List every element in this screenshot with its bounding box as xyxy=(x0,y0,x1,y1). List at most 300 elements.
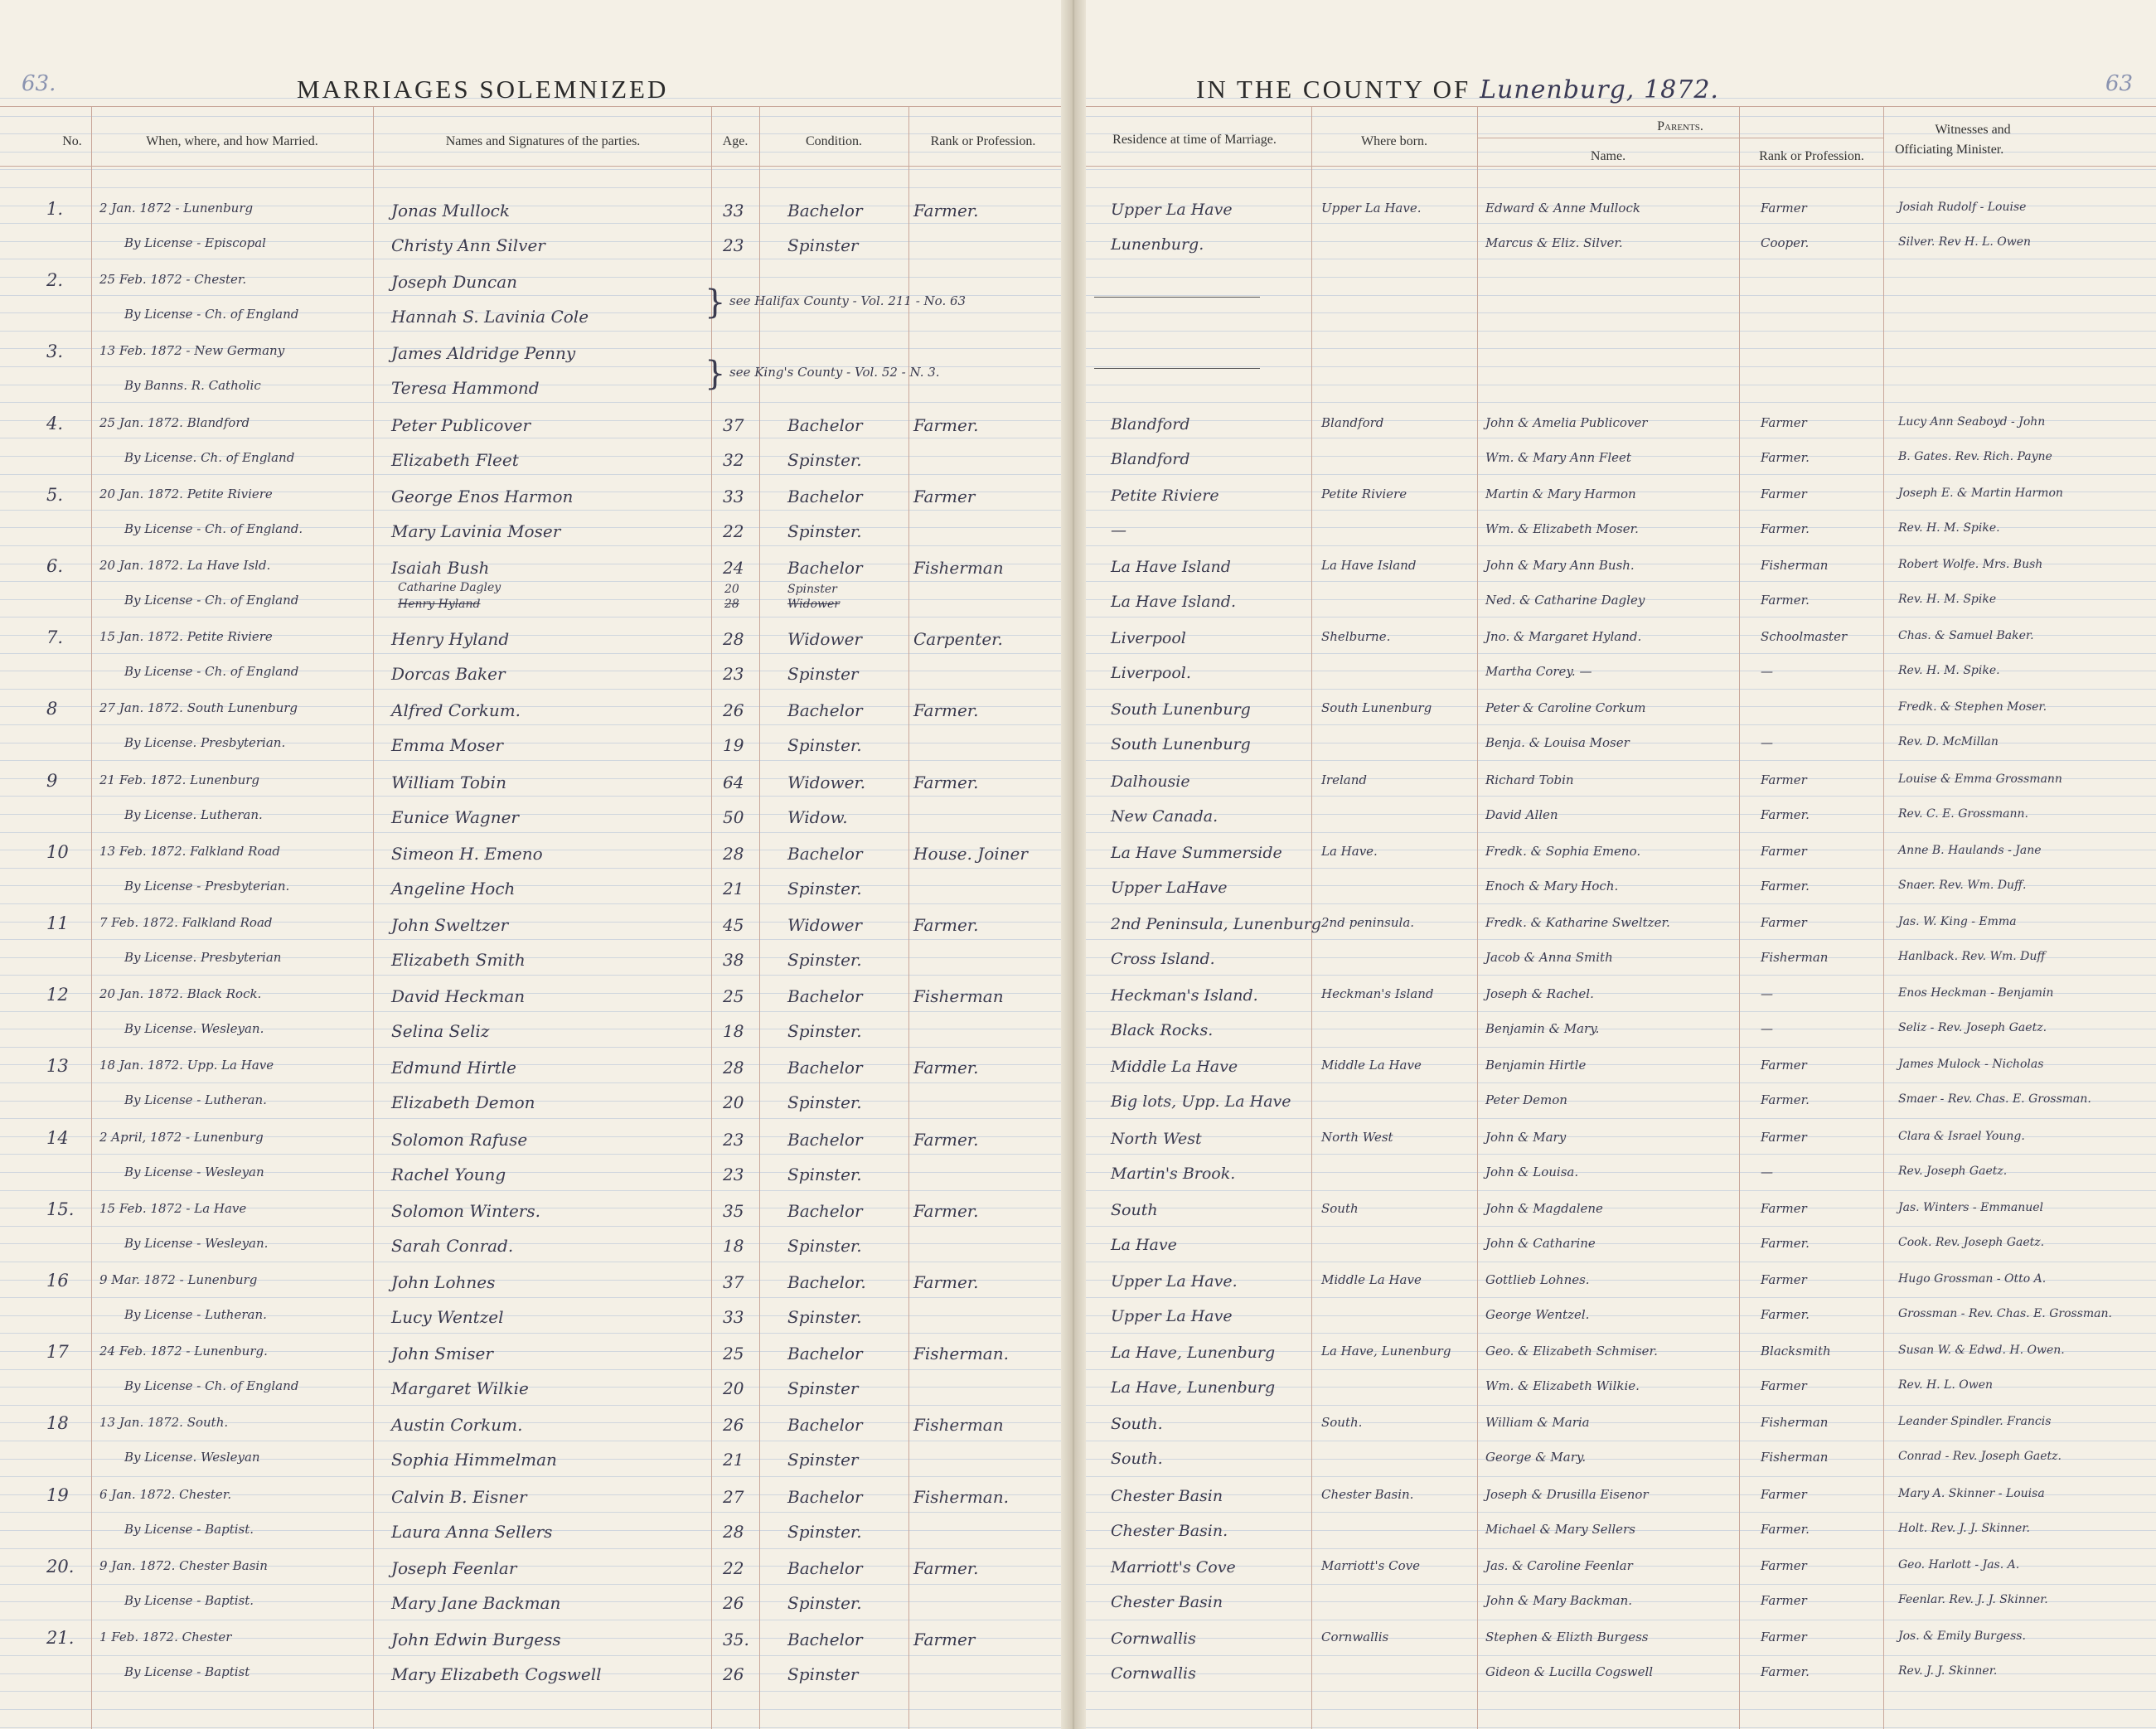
license-church: By License. Lutheran. xyxy=(124,807,263,822)
groom-age: 64 xyxy=(723,772,744,792)
bride-name: Sophia Himmelman xyxy=(391,1450,557,1470)
bride-name: Mary Jane Backman xyxy=(391,1593,561,1613)
rank-profession: Fisherman. xyxy=(913,1344,1009,1363)
where-born: Middle La Have xyxy=(1321,1058,1422,1073)
left-page-title: MARRIAGES SOLEMNIZED xyxy=(297,75,669,104)
bride-condition: Spinster xyxy=(787,1378,859,1398)
right-page xyxy=(1078,0,2156,1729)
where-born: Shelburne. xyxy=(1321,629,1391,644)
residence-bride: Black Rocks. xyxy=(1111,1021,1214,1039)
bride-age: 21 xyxy=(723,1450,744,1470)
parents-bride: John & Louisa. xyxy=(1485,1165,1579,1179)
groom-condition: Widower xyxy=(787,629,862,649)
ruled-line xyxy=(1078,868,2156,869)
groom-name: Solomon Winters. xyxy=(391,1201,540,1221)
when-where-married: 1 Feb. 1872. Chester xyxy=(99,1630,232,1644)
groom-condition: Bachelor xyxy=(787,844,863,864)
license-church: By License - Ch. of England xyxy=(124,593,299,608)
groom-condition: Bachelor xyxy=(787,700,863,720)
residence-bride: South Lunenburg xyxy=(1111,735,1251,753)
witnesses: Jos. & Emily Burgess. xyxy=(1898,1630,2026,1643)
residence-groom: Heckman's Island. xyxy=(1111,986,1258,1005)
where-born: Upper La Have. xyxy=(1321,201,1422,216)
rank-profession: Farmer xyxy=(913,487,976,506)
where-born: La Have. xyxy=(1321,844,1378,859)
bride-condition: Spinster. xyxy=(787,1165,862,1184)
license-church: By License - Lutheran. xyxy=(124,1092,267,1107)
rank-profession: Farmer. xyxy=(913,1272,979,1292)
groom-condition: Bachelor xyxy=(787,986,863,1006)
groom-name: Joseph Duncan xyxy=(391,272,518,292)
witnesses: Anne B. Haulands - Jane xyxy=(1898,844,2042,857)
bride-condition: Spinster. xyxy=(787,735,862,755)
when-where-married: 9 Jan. 1872. Chester Basin xyxy=(99,1558,268,1573)
license-church: By License. Wesleyan. xyxy=(124,1021,264,1036)
record-number: 14 xyxy=(46,1128,69,1148)
bride-name: Selina Seliz xyxy=(391,1021,490,1041)
header-where-born: Where born. xyxy=(1361,134,1427,148)
where-born: Chester Basin. xyxy=(1321,1487,1414,1502)
parents-bride: John & Mary Backman. xyxy=(1485,1593,1633,1608)
parents-groom: Jas. & Caroline Feenlar xyxy=(1485,1558,1633,1573)
rank-profession: Fisherman. xyxy=(913,1487,1009,1507)
license-church: By License - Ch. of England xyxy=(124,1378,299,1393)
groom-age: 28 xyxy=(723,844,744,864)
residence-groom: Chester Basin xyxy=(1111,1487,1223,1505)
residence-bride: Upper La Have xyxy=(1111,1307,1233,1325)
groom-name: Simeon H. Emeno xyxy=(391,844,543,864)
ruled-line xyxy=(1078,903,2156,904)
license-church: By License - Ch. of England. xyxy=(124,521,303,536)
parents-groom: Martin & Mary Harmon xyxy=(1485,487,1636,501)
rank-profession: Fisherman xyxy=(913,558,1004,578)
when-where-married: 2 Jan. 1872 - Lunenburg xyxy=(99,201,254,216)
license-church: By License - Baptist. xyxy=(124,1593,254,1608)
bride-age: 18 xyxy=(723,1021,744,1041)
record-number: 17 xyxy=(46,1342,69,1362)
header-parents-name: Name. xyxy=(1590,149,1626,163)
header-witnesses-2: Officiating Minister. xyxy=(1895,143,2004,157)
groom-name: Solomon Rafuse xyxy=(391,1130,528,1150)
bride-age: 23 xyxy=(723,664,744,684)
parents-rank-bride: Farmer. xyxy=(1761,521,1810,536)
ruled-line xyxy=(1078,510,2156,511)
witnesses: Fredk. & Stephen Moser. xyxy=(1898,700,2047,714)
parents-rank-groom: Farmer xyxy=(1761,1201,1807,1216)
residence-groom: Cornwallis xyxy=(1111,1630,1196,1648)
witnesses: Clara & Israel Young. xyxy=(1898,1130,2025,1143)
when-where-married: 20 Jan. 1872. Black Rock. xyxy=(99,986,262,1001)
residence-bride: Cross Island. xyxy=(1111,950,1215,968)
license-church: By License. Presbyterian xyxy=(124,950,282,965)
residence-bride: Upper LaHave xyxy=(1111,879,1228,897)
parents-rank-groom: Farmer xyxy=(1761,415,1807,430)
ruled-line xyxy=(1078,653,2156,654)
header-bottom-rule xyxy=(1078,166,2156,167)
rank-profession: Farmer. xyxy=(913,1558,979,1578)
ruled-line xyxy=(1078,581,2156,582)
groom-age: 35 xyxy=(723,1201,744,1221)
column-divider xyxy=(1477,106,1478,1729)
bride-name: Elizabeth Fleet xyxy=(391,450,519,470)
officiating-minister: Rev. H. M. Spike xyxy=(1898,593,1997,606)
when-where-married: 25 Jan. 1872. Blandford xyxy=(99,415,250,430)
bride-condition: Spinster. xyxy=(787,1092,862,1112)
brace: } xyxy=(705,283,726,322)
record-number: 20. xyxy=(46,1557,75,1576)
license-church: By License - Baptist. xyxy=(124,1522,254,1537)
parents-groom: William & Maria xyxy=(1485,1415,1590,1430)
residence-groom: Blandford xyxy=(1111,415,1190,433)
ruled-line xyxy=(1078,1226,2156,1227)
parents-bride: Wm. & Elizabeth Moser. xyxy=(1485,521,1639,536)
where-born: Middle La Have xyxy=(1321,1272,1422,1287)
right-title-printed: IN THE COUNTY OF xyxy=(1196,75,1471,104)
right-page-number: 63 xyxy=(2105,71,2134,96)
officiating-minister: Rev. Joseph Gaetz. xyxy=(1898,1165,2008,1178)
groom-age: 35. xyxy=(723,1630,749,1649)
header-no: No. xyxy=(62,134,82,148)
bride-condition: Spinster. xyxy=(787,1593,862,1613)
parents-groom: John & Amelia Publicover xyxy=(1485,415,1648,430)
struck-age: 28 xyxy=(724,598,739,611)
officiating-minister: Rev. C. E. Grossmann. xyxy=(1898,807,2028,821)
bride-age: 20 xyxy=(723,1378,744,1398)
residence-groom: Upper La Have. xyxy=(1111,1272,1238,1291)
license-church: By Banns. R. Catholic xyxy=(124,378,261,393)
header-top-rule xyxy=(1078,106,2156,107)
residence-bride: Big lots, Upp. La Have xyxy=(1111,1092,1291,1111)
ruled-line xyxy=(1078,1369,2156,1370)
groom-age: 22 xyxy=(723,1558,744,1578)
residence-bride: La Have Island. xyxy=(1111,593,1236,611)
parents-rank-bride: Farmer xyxy=(1761,1593,1807,1608)
bride-name: Angeline Hoch xyxy=(391,879,516,898)
groom-name: John Edwin Burgess xyxy=(391,1630,561,1649)
bride-age: 26 xyxy=(723,1664,744,1684)
parents-bride: Benjamin & Mary. xyxy=(1485,1021,1600,1036)
parents-rank-bride: — xyxy=(1761,1165,1773,1179)
bride-age: 26 xyxy=(723,1593,744,1613)
ruled-line xyxy=(1078,975,2156,976)
groom-name: Calvin B. Eisner xyxy=(391,1487,527,1507)
where-born: La Have, Lunenburg xyxy=(1321,1344,1451,1358)
groom-name: Edmund Hirtle xyxy=(391,1058,516,1078)
where-born: 2nd peninsula. xyxy=(1321,915,1415,930)
groom-name: Austin Corkum. xyxy=(391,1415,523,1435)
witnesses: Robert Wolfe. Mrs. Bush xyxy=(1898,558,2043,571)
record-number: 9 xyxy=(46,771,58,791)
parents-bride: Wm. & Elizabeth Wilkie. xyxy=(1485,1378,1640,1393)
parents-rank-groom: Farmer xyxy=(1761,201,1807,216)
parents-bride: George & Mary. xyxy=(1485,1450,1587,1465)
parents-groom: Fredk. & Sophia Emeno. xyxy=(1485,844,1641,859)
bride-name: Margaret Wilkie xyxy=(391,1378,529,1398)
residence-groom: South xyxy=(1111,1201,1158,1219)
residence-bride: Martin's Brook. xyxy=(1111,1165,1236,1183)
parents-bride: Ned. & Catharine Dagley xyxy=(1485,593,1645,608)
residence-bride: La Have xyxy=(1111,1236,1177,1254)
bride-condition: Spinster. xyxy=(787,521,862,541)
bride-name: Teresa Hammond xyxy=(391,378,540,398)
residence-groom: La Have Summerside xyxy=(1111,844,1282,862)
groom-condition: Bachelor xyxy=(787,1630,863,1649)
ruled-line xyxy=(1078,1118,2156,1119)
parents-rank-bride: Farmer. xyxy=(1761,450,1810,465)
parents-rank-groom: Blacksmith xyxy=(1761,1344,1831,1358)
parents-rank-groom: Farmer xyxy=(1761,1058,1807,1073)
ruled-line xyxy=(1078,1691,2156,1692)
left-page-number: 63. xyxy=(22,71,56,96)
groom-age: 33 xyxy=(723,201,744,220)
groom-condition: Widower xyxy=(787,915,862,935)
license-church: By License - Baptist xyxy=(124,1664,250,1679)
record-number: 4. xyxy=(46,414,64,433)
groom-age: 23 xyxy=(723,1130,744,1150)
groom-name: John Smiser xyxy=(391,1344,493,1363)
rank-profession: Fisherman xyxy=(913,1415,1004,1435)
residence-bride: Cornwallis xyxy=(1111,1664,1196,1683)
struck-condition: Widower xyxy=(787,598,840,611)
bride-condition: Spinster xyxy=(787,1664,859,1684)
groom-condition: Bachelor xyxy=(787,201,863,220)
ruled-line xyxy=(1078,1548,2156,1549)
bride-age: 20 xyxy=(724,583,739,596)
bride-condition: Spinster. xyxy=(787,950,862,970)
parents-rank-bride: Farmer xyxy=(1761,1378,1807,1393)
rank-profession: Farmer. xyxy=(913,1201,979,1221)
groom-name: John Lohnes xyxy=(391,1272,496,1292)
groom-condition: Bachelor. xyxy=(787,1272,866,1292)
when-where-married: 7 Feb. 1872. Falkland Road xyxy=(99,915,273,930)
record-number: 11 xyxy=(46,913,69,933)
header-condition: Condition. xyxy=(805,134,862,148)
parents-bride: Marcus & Eliz. Silver. xyxy=(1485,235,1623,250)
groom-age: 26 xyxy=(723,700,744,720)
license-church: By License - Episcopal xyxy=(124,235,266,250)
ruled-line xyxy=(1078,348,2156,349)
residence-groom: 2nd Peninsula, Lunenburg xyxy=(1111,915,1321,933)
ruled-line xyxy=(1078,832,2156,833)
residence-bride: Lunenburg. xyxy=(1111,235,1204,254)
ruled-line xyxy=(1078,1405,2156,1406)
bride-name: Eunice Wagner xyxy=(391,807,519,827)
record-number: 3. xyxy=(46,341,64,361)
parents-groom: Richard Tobin xyxy=(1485,772,1574,787)
record-number: 15. xyxy=(46,1199,75,1219)
parents-groom: Jno. & Margaret Hyland. xyxy=(1485,629,1642,644)
column-divider xyxy=(91,106,92,1729)
brace: } xyxy=(705,355,726,393)
where-born: South Lunenburg xyxy=(1321,700,1432,715)
residence-groom: Petite Riviere xyxy=(1111,487,1219,505)
when-where-married: 15 Jan. 1872. Petite Riviere xyxy=(99,629,273,644)
when-where-married: 24 Feb. 1872 - Lunenburg. xyxy=(99,1344,268,1358)
ruled-line xyxy=(1078,1709,2156,1710)
officiating-minister: Seliz - Rev. Joseph Gaetz. xyxy=(1898,1021,2047,1034)
ruled-line xyxy=(1078,1512,2156,1513)
bride-age: 21 xyxy=(723,879,744,898)
record-number: 16 xyxy=(46,1271,69,1291)
when-where-married: 27 Jan. 1872. South Lunenburg xyxy=(99,700,298,715)
officiating-minister: Rev. J. J. Skinner. xyxy=(1898,1664,1998,1678)
witnesses: Geo. Harlott - Jas. A. xyxy=(1898,1558,2020,1572)
bride-condition: Spinster. xyxy=(787,450,862,470)
header-names: Names and Signatures of the parties. xyxy=(445,134,641,148)
bride-age: 23 xyxy=(723,1165,744,1184)
ruled-line xyxy=(1078,1727,2156,1728)
where-born: Cornwallis xyxy=(1321,1630,1389,1644)
record-number: 12 xyxy=(46,985,69,1005)
rank-profession: Farmer. xyxy=(913,201,979,220)
officiating-minister: B. Gates. Rev. Rich. Payne xyxy=(1898,450,2052,463)
column-divider xyxy=(908,106,909,1729)
where-born: Heckman's Island xyxy=(1321,986,1434,1001)
where-born: North West xyxy=(1321,1130,1393,1145)
parents-rank-bride: Farmer. xyxy=(1761,1522,1810,1537)
parents-rank-groom: Farmer xyxy=(1761,772,1807,787)
parents-rank-bride: — xyxy=(1761,735,1773,750)
parents-rank-groom: Farmer xyxy=(1761,915,1807,930)
parents-rank-groom: Fisherman xyxy=(1761,558,1829,573)
rank-profession: Farmer. xyxy=(913,1058,979,1078)
groom-age: 25 xyxy=(723,986,744,1006)
residence-groom: La Have Island xyxy=(1111,558,1231,576)
ruled-line xyxy=(1078,1082,2156,1083)
bride-age: 38 xyxy=(723,950,744,970)
groom-age: 28 xyxy=(723,629,744,649)
parents-rank-groom: Farmer xyxy=(1761,844,1807,859)
residence-groom: Middle La Have xyxy=(1111,1058,1238,1076)
right-page-title xyxy=(1196,75,1719,104)
record-number: 13 xyxy=(46,1056,69,1076)
column-divider xyxy=(1883,106,1884,1729)
ruled-line xyxy=(1078,1047,2156,1048)
bride-condition: Spinster. xyxy=(787,1522,862,1542)
ruled-line xyxy=(1078,295,2156,296)
officiating-minister: Silver. Rev H. L. Owen xyxy=(1898,235,2032,249)
when-where-married: 18 Jan. 1872. Upp. La Have xyxy=(99,1058,274,1073)
rank-profession: Carpenter. xyxy=(913,629,1003,649)
parents-groom: Benjamin Hirtle xyxy=(1485,1058,1587,1073)
ruled-line xyxy=(1078,223,2156,224)
where-born: South. xyxy=(1321,1415,1363,1430)
officiating-minister: Cook. Rev. Joseph Gaetz. xyxy=(1898,1236,2045,1249)
bride-condition: Spinster xyxy=(787,235,859,255)
witnesses: Mary A. Skinner - Louisa xyxy=(1898,1487,2045,1500)
blank-entry-line xyxy=(1094,368,1260,369)
groom-condition: Bachelor xyxy=(787,1487,863,1507)
parents-groom: Geo. & Elizabeth Schmiser. xyxy=(1485,1344,1658,1358)
parents-groom: Peter & Caroline Corkum xyxy=(1485,700,1646,715)
header-rank: Rank or Profession. xyxy=(930,134,1036,148)
ruled-line xyxy=(1078,1297,2156,1298)
parents-rank-groom: Farmer xyxy=(1761,1558,1807,1573)
bride-name: Catharine Dagley xyxy=(398,581,501,594)
groom-condition: Widower. xyxy=(787,772,866,792)
when-where-married: 21 Feb. 1872. Lunenburg xyxy=(99,772,260,787)
right-title-year: 1872. xyxy=(1644,75,1719,104)
parents-bride: Peter Demon xyxy=(1485,1092,1567,1107)
groom-name: David Heckman xyxy=(391,986,526,1006)
ruled-line xyxy=(1078,116,2156,117)
groom-condition: Bachelor xyxy=(787,1058,863,1078)
residence-bride: South. xyxy=(1111,1450,1163,1468)
ruled-line xyxy=(1078,796,2156,797)
parents-rank-groom: Farmer xyxy=(1761,1630,1807,1644)
residence-groom: La Have, Lunenburg xyxy=(1111,1344,1276,1362)
record-number: 1. xyxy=(46,199,64,219)
parents-rank-bride: Fisherman xyxy=(1761,1450,1829,1465)
bride-age: 18 xyxy=(723,1236,744,1256)
parents-bride: Enoch & Mary Hoch. xyxy=(1485,879,1619,894)
residence-groom: South. xyxy=(1111,1415,1163,1433)
bride-age: 20 xyxy=(723,1092,744,1112)
bride-condition: Spinster xyxy=(787,1450,859,1470)
parents-rank-bride: Farmer. xyxy=(1761,807,1810,822)
witnesses: Hugo Grossman - Otto A. xyxy=(1898,1272,2047,1286)
record-number: 10 xyxy=(46,842,69,862)
record-number: 19 xyxy=(46,1485,69,1505)
bride-name: Lucy Wentzel xyxy=(391,1307,504,1327)
ruled-line xyxy=(1078,169,2156,170)
license-church: By License. Presbyterian. xyxy=(124,735,286,750)
groom-condition: Bachelor xyxy=(787,415,863,435)
left-page xyxy=(0,0,1069,1729)
parents-groom: John & Mary Ann Bush. xyxy=(1485,558,1635,573)
groom-age: 24 xyxy=(723,558,744,578)
cross-reference: see Halifax County - Vol. 211 - No. 63 xyxy=(729,293,967,308)
groom-age: 37 xyxy=(723,1272,744,1292)
officiating-minister: Rev. H. M. Spike. xyxy=(1898,521,2000,535)
officiating-minister: Rev. D. McMillan xyxy=(1898,735,1999,748)
parents-bride: Michael & Mary Sellers xyxy=(1485,1522,1635,1537)
parents-groom: John & Magdalene xyxy=(1485,1201,1603,1216)
officiating-minister: Holt. Rev. J. J. Skinner. xyxy=(1898,1522,2030,1535)
groom-age: 25 xyxy=(723,1344,744,1363)
groom-name: Henry Hyland xyxy=(391,629,510,649)
parents-rank-groom: Farmer xyxy=(1761,487,1807,501)
groom-name: George Enos Harmon xyxy=(391,487,574,506)
ruled-line xyxy=(1078,617,2156,618)
record-number: 8 xyxy=(46,699,58,719)
groom-name: John Sweltzer xyxy=(391,915,509,935)
ruled-line xyxy=(1078,724,2156,725)
witnesses: James Mulock - Nicholas xyxy=(1898,1058,2044,1071)
parents-rank-bride: — xyxy=(1761,664,1773,679)
residence-groom: North West xyxy=(1111,1130,1202,1148)
bride-condition: Spinster. xyxy=(787,879,862,898)
when-where-married: 13 Feb. 1872. Falkland Road xyxy=(99,844,281,859)
ruled-line xyxy=(1078,760,2156,761)
license-church: By License. Ch. of England xyxy=(124,450,295,465)
cross-reference: see King's County - Vol. 52 - N. 3. xyxy=(729,365,940,380)
parents-bride: George Wentzel. xyxy=(1485,1307,1590,1322)
parents-groom: Fredk. & Katharine Sweltzer. xyxy=(1485,915,1670,930)
witnesses: Jas. Winters - Emmanuel xyxy=(1898,1201,2044,1214)
where-born: La Have Island xyxy=(1321,558,1417,573)
record-number: 7. xyxy=(46,627,64,647)
ruled-line xyxy=(1078,1655,2156,1656)
officiating-minister: Grossman - Rev. Chas. E. Grossman. xyxy=(1898,1307,2112,1320)
record-number: 2. xyxy=(46,270,64,290)
record-number: 18 xyxy=(46,1413,69,1433)
header-age: Age. xyxy=(722,134,749,148)
witnesses: Joseph E. & Martin Harmon xyxy=(1898,487,2063,500)
witnesses: Chas. & Samuel Baker. xyxy=(1898,629,2034,642)
right-title-county: Lunenburg, xyxy=(1480,75,1635,104)
where-born: Blandford xyxy=(1321,415,1384,430)
